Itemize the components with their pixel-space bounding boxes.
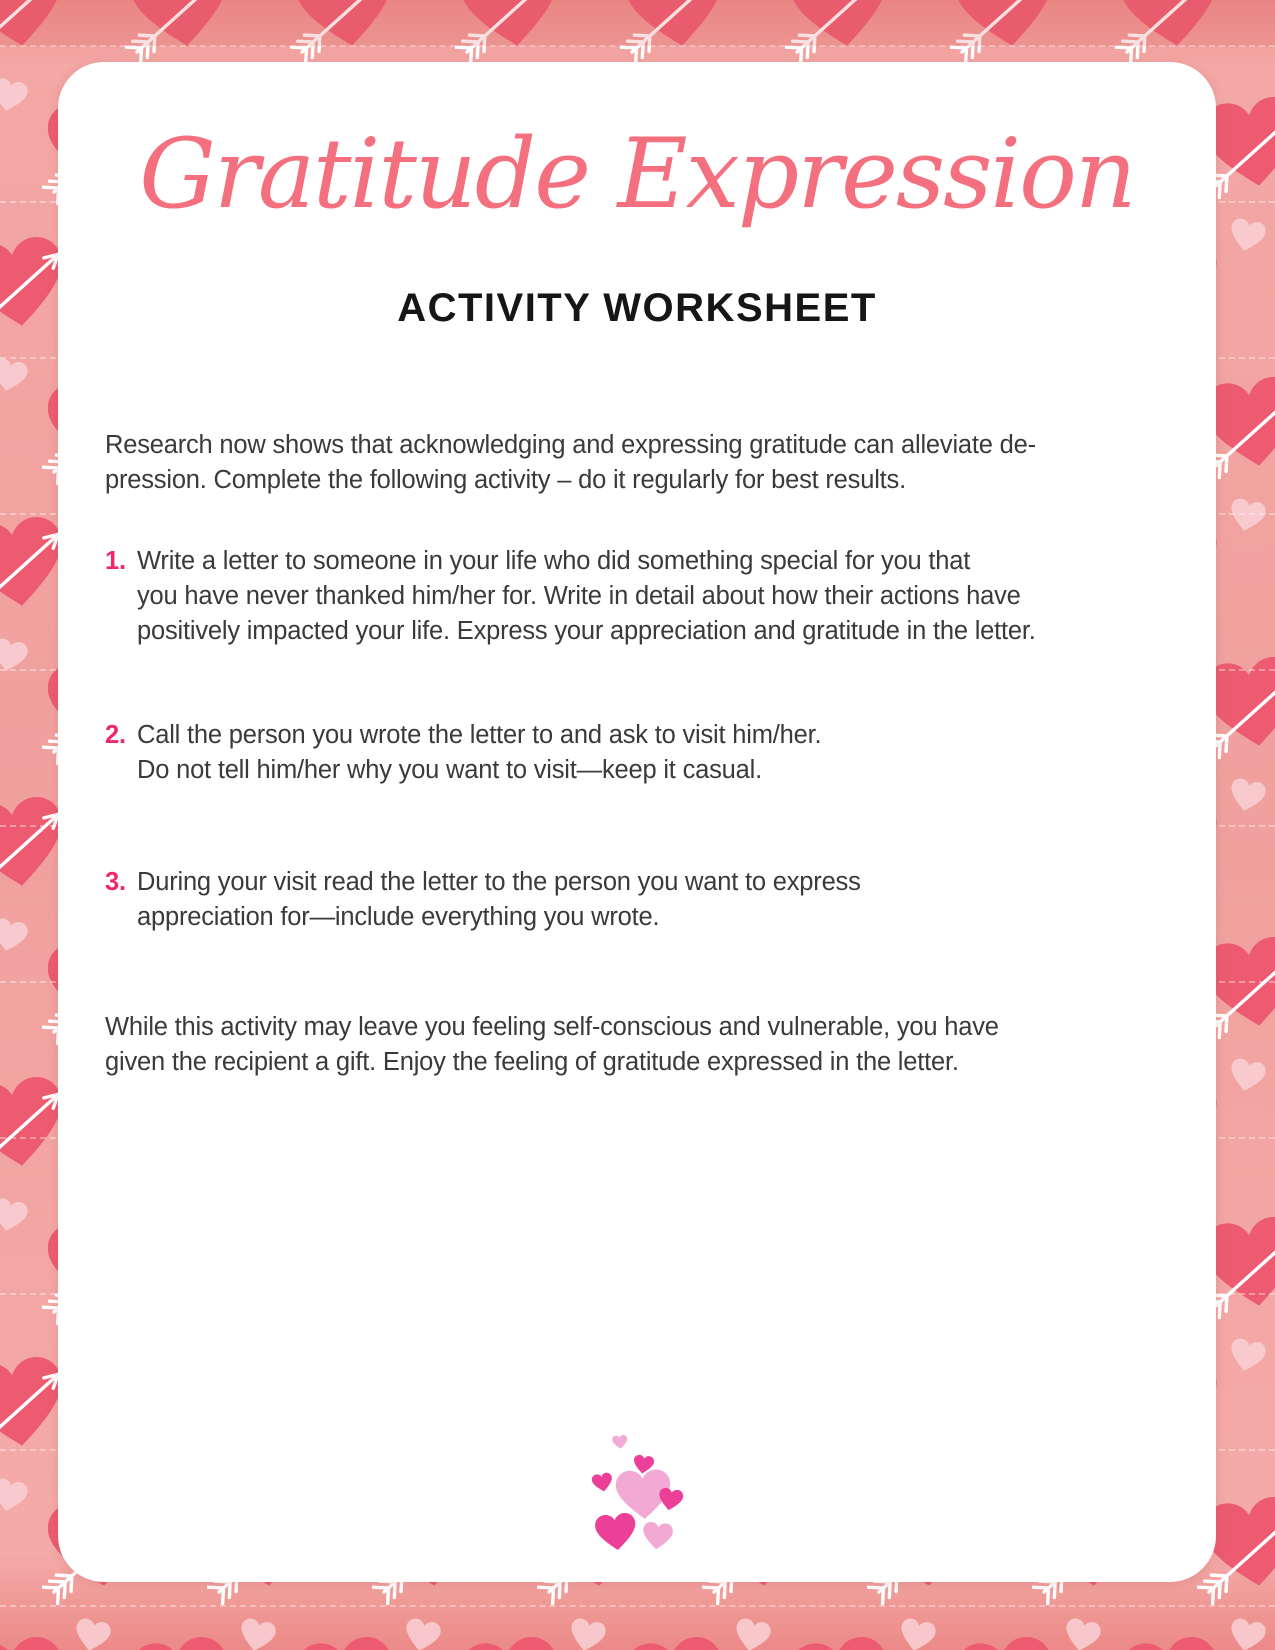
heart-with-arrow-icon — [1115, 1610, 1275, 1650]
heart-with-arrow-icon — [0, 350, 42, 490]
page-subtitle: ACTIVITY WORKSHEET — [397, 286, 877, 330]
heart-icon — [614, 1468, 674, 1522]
heart-with-arrow-icon — [455, 1610, 620, 1650]
step-text — [137, 544, 1036, 649]
step-text — [137, 718, 821, 788]
heart-with-arrow-icon — [785, 1610, 950, 1650]
heart-with-arrow-icon — [950, 1610, 1115, 1650]
text-line: Do not tell him/her why you want to visit—keep it casual. — [137, 756, 762, 784]
heart-with-arrow-icon — [125, 1610, 290, 1650]
intro-paragraph — [105, 428, 1036, 498]
heart-with-arrow-icon — [0, 70, 42, 210]
heart-with-arrow-icon — [0, 910, 42, 1050]
text-line: positively impacted your life. Express your appreciation and gratitude in the letter. — [137, 617, 1036, 645]
activity-step-1 — [105, 544, 1036, 649]
heart-with-arrow-icon — [0, 630, 42, 770]
heart-icon — [593, 1511, 639, 1553]
activity-step-2 — [105, 718, 821, 788]
top-shade-band — [0, 0, 1275, 46]
worksheet-card — [58, 62, 1216, 1582]
heart-with-arrow-icon — [620, 1610, 785, 1650]
closing-paragraph — [105, 1010, 999, 1080]
text-line: Research now shows that acknowledging and expressing gratitude can alleviate de- — [105, 431, 1036, 459]
text-line: Call the person you wrote the letter to and ask to visit him/her. — [137, 721, 822, 749]
step-text — [137, 865, 861, 935]
heart-icon — [641, 1520, 675, 1551]
text-line: While this activity may leave you feeling self-conscious and vulnerable, you have — [105, 1013, 999, 1041]
heart-with-arrow-icon — [0, 1610, 125, 1650]
heart-with-arrow-icon — [0, 1470, 42, 1610]
text-line: you have never thanked him/her for. Write in detail about how their actions have — [137, 582, 1021, 610]
heart-icon — [611, 1434, 628, 1450]
page-title: Gratitude Expression — [139, 118, 1135, 230]
step-number: 3. — [105, 868, 126, 896]
heart-icon — [632, 1454, 655, 1476]
text-line: During your visit read the letter to the person you want to express — [137, 868, 861, 896]
text-line: given the recipient a gift. Enjoy the feeling of gratitude expressed in the letter. — [105, 1048, 959, 1076]
text-line: Write a letter to someone in your life who did something special for you that — [137, 547, 971, 575]
heart-with-arrow-icon — [0, 1190, 42, 1330]
heart-icon — [656, 1486, 685, 1513]
step-number: 1. — [105, 547, 126, 575]
step-number: 2. — [105, 721, 126, 749]
text-line: pression. Complete the following activity – do it regularly for best results. — [105, 466, 906, 494]
text-line: appreciation for—include everything you wrote. — [137, 903, 660, 931]
heart-icon — [591, 1471, 615, 1493]
heart-with-arrow-icon — [290, 1610, 455, 1650]
dashed-line — [0, 1605, 1275, 1607]
activity-step-3 — [105, 865, 861, 935]
